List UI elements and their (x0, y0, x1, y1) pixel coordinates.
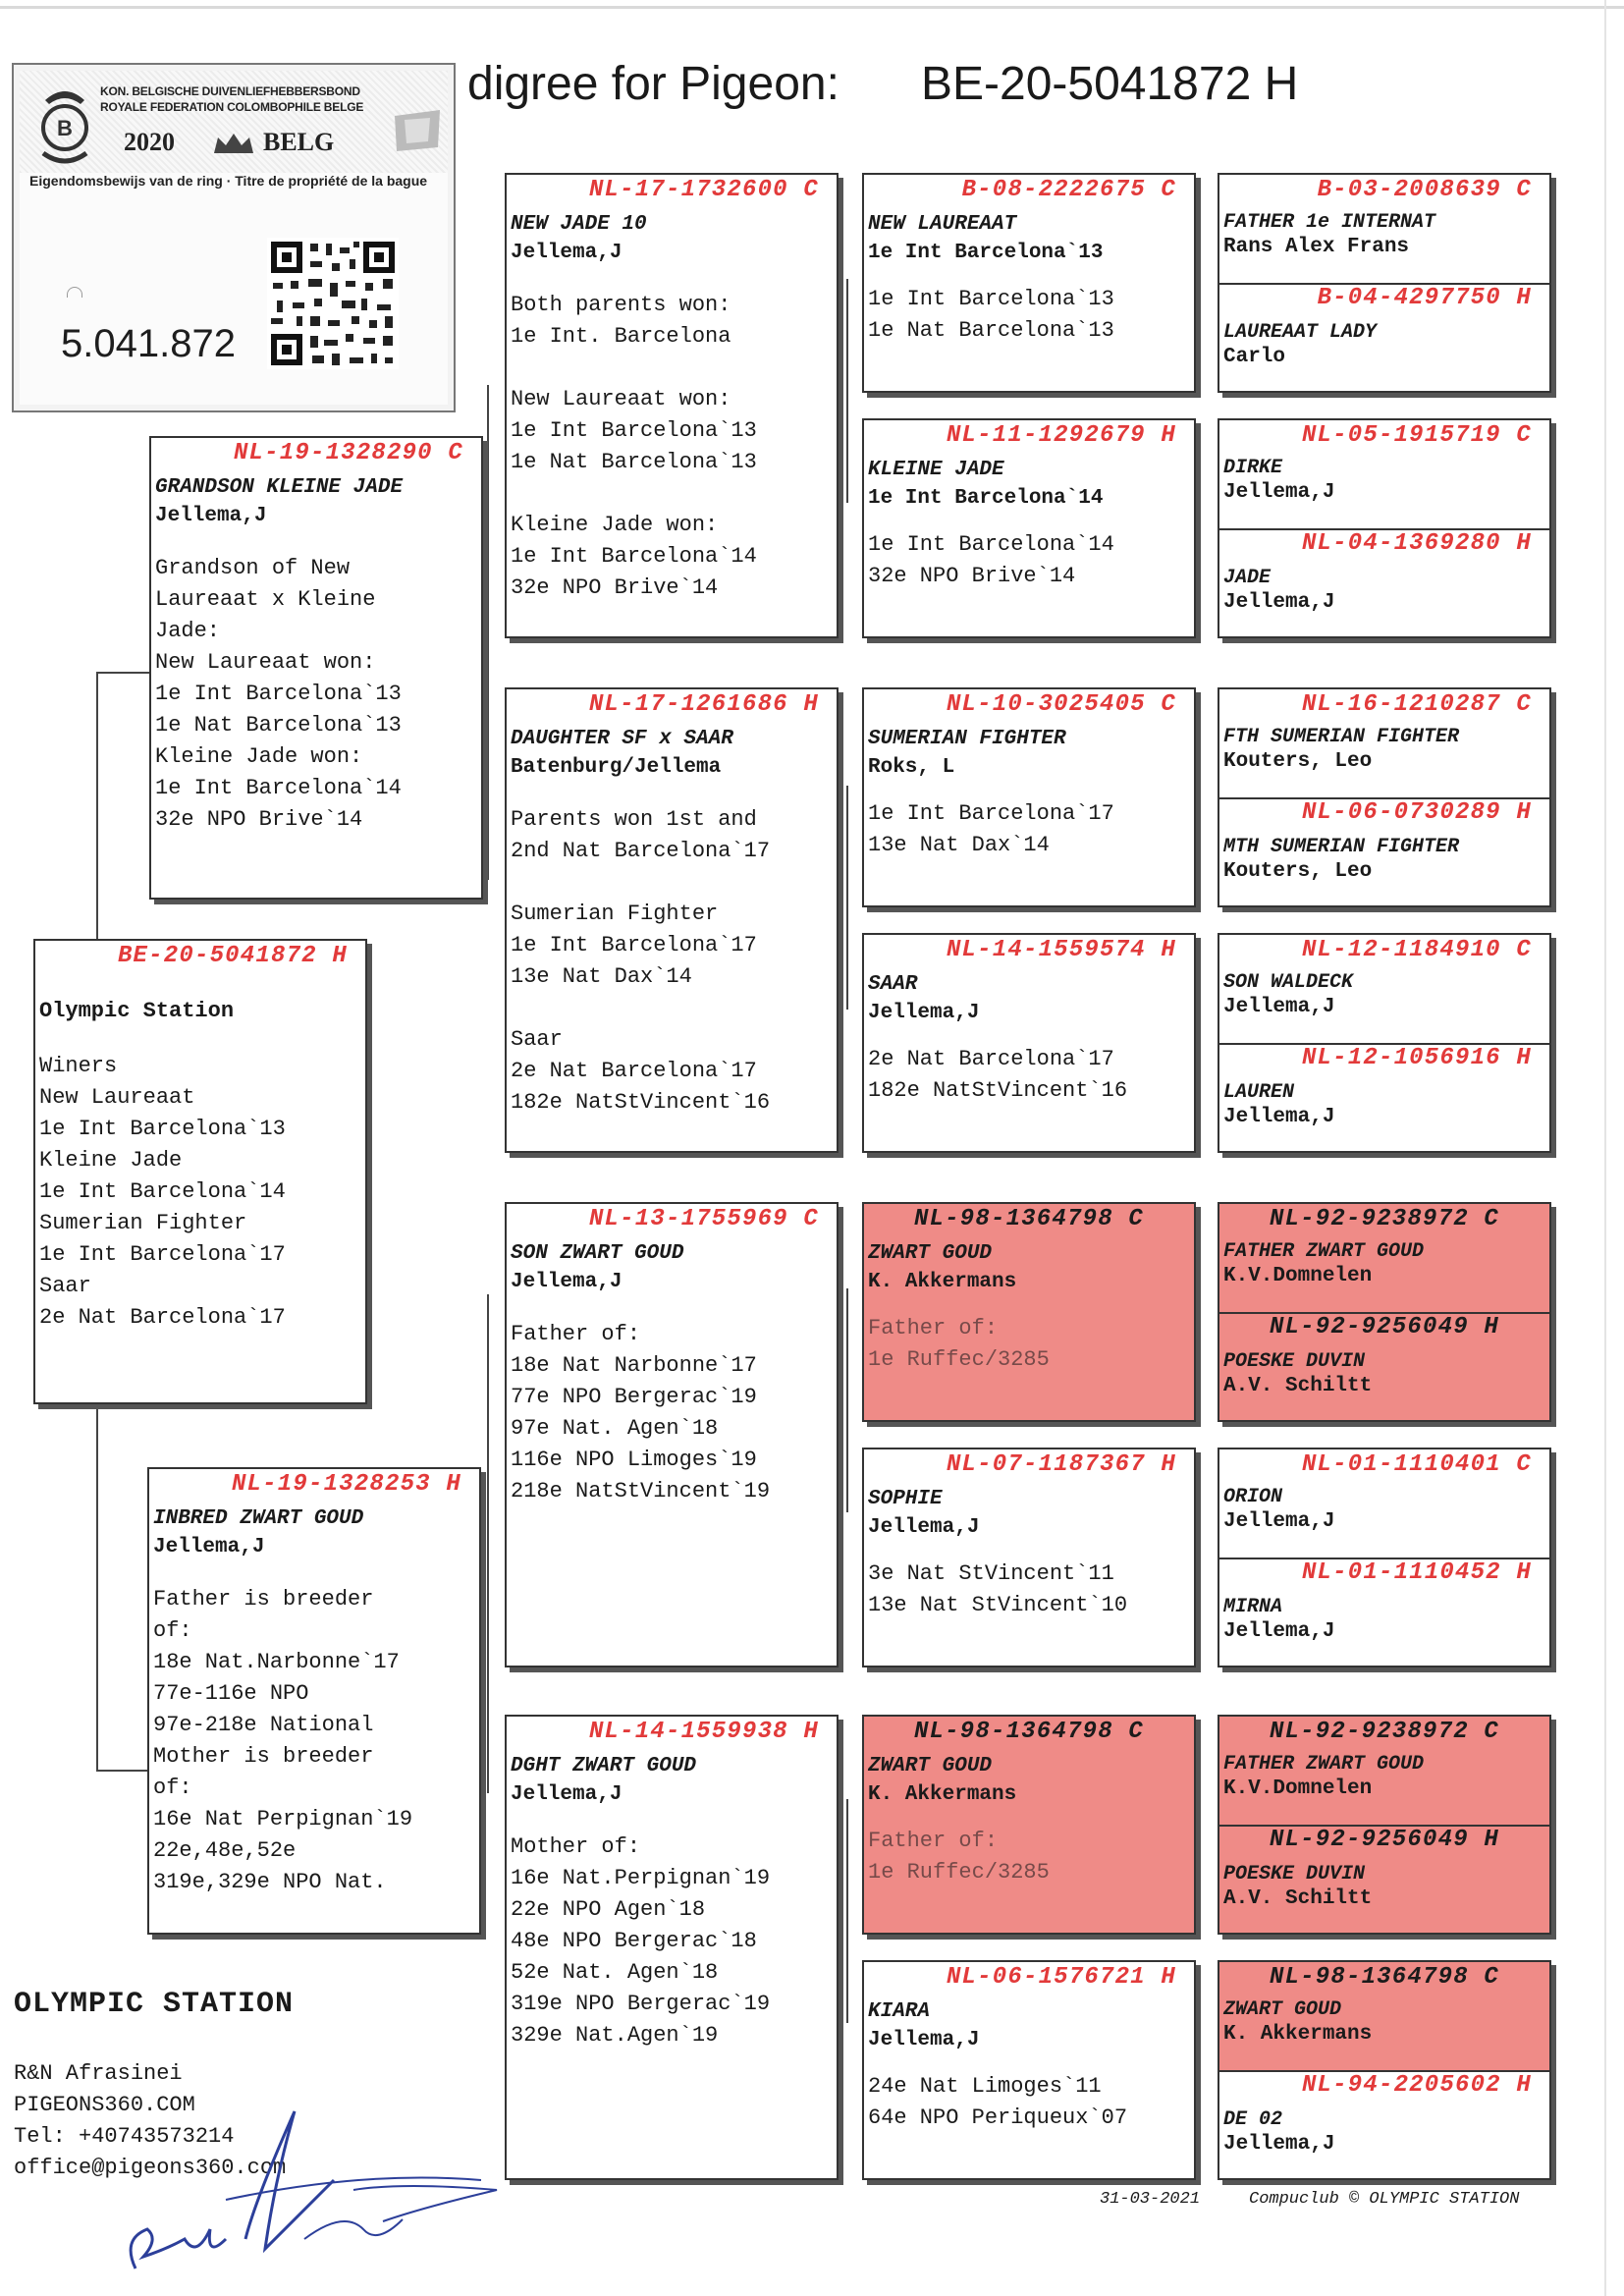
great-grandparent-ring: NL-11-1292679 H (946, 422, 1176, 449)
ancestor-name: DE 02 (1223, 2108, 1283, 2131)
software-credit: Compuclub © OLYMPIC STATION (1249, 2190, 1520, 2209)
grandparent-owner: Jellema,J (511, 242, 623, 264)
ancestor-name: ZWART GOUD (1223, 1998, 1342, 2021)
ancestor-ring: NL-92-9256049 H (1269, 1314, 1500, 1340)
dam-note: 18e Nat.Narbonne`17 (153, 1650, 400, 1674)
grandparent-ring: NL-14-1559938 H (588, 1719, 819, 1745)
sire-ring: NL-19-1328290 C (233, 440, 463, 466)
ancestor-owner: K.V.Domnelen (1223, 1777, 1373, 1800)
great-grandparent-name: SUMERIAN FIGHTER (868, 728, 1066, 750)
subject-note: 1e Int Barcelona`14 (39, 1179, 286, 1204)
contact-owner: R&N Afrasinei (14, 2061, 183, 2086)
subject-note: 1e Int Barcelona`17 (39, 1242, 286, 1267)
ring-mark (67, 287, 82, 298)
ancestor-sire[interactable] (1219, 1717, 1549, 1827)
ancestor-name: MTH SUMERIAN FIGHTER (1223, 836, 1460, 858)
ancestor-pair-box[interactable] (1218, 1960, 1551, 2180)
ancestor-dam[interactable] (1219, 283, 1549, 391)
federation-name-fr: ROYALE FEDERATION COLOMBOPHILE BELGE (100, 100, 364, 114)
great-grandparent-ring: NL-98-1364798 C (913, 1206, 1145, 1232)
sire-note: Laureaat x Kleine (155, 587, 376, 612)
dam-name: INBRED ZWART GOUD (153, 1507, 364, 1530)
great-grandparent-notes: 1e Int Barcelona`14 32e NPO Brive`14 (868, 532, 1114, 588)
great-grandparent-owner: K. Akkermans (868, 1271, 1017, 1293)
ring-country: BELG (263, 128, 335, 156)
subject-ring: BE-20-5041872 H (117, 943, 348, 969)
sire-name: GRANDSON KLEINE JADE (155, 476, 404, 499)
great-grandparent-owner: Roks, L (868, 756, 955, 779)
ancestor-name: MIRNA (1223, 1596, 1283, 1618)
dam-note: Mother is breeder (153, 1744, 374, 1769)
subject-note: Saar (39, 1274, 91, 1298)
ancestor-ring: NL-06-0730289 H (1301, 799, 1532, 826)
great-grandparent-name: NEW LAUREAAT (868, 213, 1017, 236)
connector-gen4-c (846, 1288, 848, 1512)
grandparent-owner: Jellema,J (511, 1271, 623, 1293)
ancestor-owner: Kouters, Leo (1223, 860, 1373, 883)
great-grandparent-name: SAAR (868, 973, 918, 996)
grandparent-ring: NL-13-1755969 C (588, 1206, 819, 1232)
subject-note: Winers (39, 1054, 118, 1078)
dam-ring: NL-19-1328253 H (231, 1471, 461, 1498)
ancestor-dam[interactable] (1219, 1558, 1549, 1666)
subject-note: Kleine Jade (39, 1148, 183, 1173)
subject-note: 1e Int Barcelona`13 (39, 1117, 286, 1141)
sire-note: 1e Int Barcelona`14 (155, 776, 402, 800)
contact-phone: Tel: +40743573214 (14, 2124, 235, 2149)
dam-owner: Jellema,J (153, 1536, 265, 1558)
sire-notes (151, 553, 481, 836)
ancestor-name: SON WALDECK (1223, 971, 1354, 994)
ring-certificate (12, 63, 456, 412)
ancestor-owner: Jellema,J (1223, 1620, 1335, 1643)
grandparent-notes: Mother of: 16e Nat.Perpignan`19 22e NPO Agen`18 48e NPO Bergerac`18 52e Nat. Agen`18 319e NPO Bergerac`19 329e Nat.Agen`19 (511, 1834, 771, 2048)
ancestor-owner: Jellema,J (1223, 996, 1335, 1018)
grandparent-box[interactable] (505, 173, 839, 638)
ancestor-sire[interactable] (1219, 1204, 1549, 1314)
great-grandparent-box[interactable] (862, 1448, 1196, 1667)
great-grandparent-notes: Father of: 1e Ruffec/3285 (868, 1316, 1050, 1372)
dam-note: 22e,48e,52e (153, 1838, 297, 1863)
ancestor-ring: NL-12-1056916 H (1301, 1045, 1532, 1071)
ancestor-pair-box[interactable] (1218, 418, 1551, 638)
sire-note: New Laureaat won: (155, 650, 376, 675)
ancestor-ring: NL-98-1364798 C (1269, 1964, 1500, 1991)
sire-note: Grandson of New (155, 556, 351, 580)
grandparent-ring: NL-17-1732600 C (588, 177, 819, 203)
kbdb-logo-letter: B (57, 116, 73, 140)
great-grandparent-owner: K. Akkermans (868, 1783, 1017, 1806)
contact-email: office@pigeons360.com (14, 2156, 287, 2180)
grandparent-name: NEW JADE 10 (511, 213, 647, 236)
great-grandparent-box[interactable] (862, 687, 1196, 907)
great-grandparent-notes: Father of: 1e Ruffec/3285 (868, 1829, 1050, 1885)
title-ring-number: BE-20-5041872 H (921, 58, 1299, 110)
flag-emblem-icon (391, 104, 444, 155)
ancestor-owner: Carlo (1223, 346, 1286, 368)
sire-note: 32e NPO Brive`14 (155, 807, 363, 832)
ancestor-dam[interactable] (1219, 528, 1549, 636)
connector-sire-parents (487, 385, 489, 880)
ancestor-owner: Jellema,J (1223, 591, 1335, 614)
ring-number: 5.041.872 (61, 322, 236, 365)
great-grandparent-name: KIARA (868, 2000, 931, 2023)
ancestor-owner: Kouters, Leo (1223, 750, 1373, 773)
ancestor-name: DIRKE (1223, 457, 1283, 479)
ancestor-owner: Jellema,J (1223, 1106, 1335, 1128)
grandparent-name: DAUGHTER SF x SAAR (511, 728, 733, 750)
ancestor-name: FATHER 1e INTERNAT (1223, 211, 1436, 234)
great-grandparent-owner: 1e Int Barcelona`14 (868, 487, 1104, 510)
ancestor-sire[interactable] (1219, 935, 1549, 1045)
ancestor-name: LAUREN (1223, 1081, 1295, 1104)
dam-note: of: (153, 1618, 192, 1643)
ancestor-dam[interactable] (1219, 1312, 1549, 1420)
loft-name: OLYMPIC STATION (14, 1988, 295, 2021)
ancestor-ring: NL-01-1110401 C (1301, 1451, 1532, 1478)
great-grandparent-ring: NL-10-3025405 C (946, 691, 1176, 718)
handwritten-signature-icon (108, 2092, 520, 2288)
subject-note: Sumerian Fighter (39, 1211, 247, 1235)
ancestor-dam[interactable] (1219, 797, 1549, 905)
ancestor-dam[interactable] (1219, 2070, 1549, 2178)
ancestor-sire[interactable] (1219, 689, 1549, 799)
great-grandparent-ring: B-08-2222675 C (961, 177, 1176, 203)
great-grandparent-notes: 24e Nat Limoges`11 64e NPO Periqueux`07 (868, 2074, 1128, 2130)
grandparent-name: DGHT ZWART GOUD (511, 1755, 697, 1777)
great-grandparent-notes: 3e Nat StVincent`11 13e Nat StVincent`10 (868, 1561, 1128, 1617)
dam-note: 319e,329e NPO Nat. (153, 1870, 387, 1894)
subject-note: New Laureaat (39, 1085, 195, 1110)
ownership-caption: Eigendomsbewijs van de ring · Titre de propriété de la bague (29, 173, 428, 189)
ancestor-ring: NL-12-1184910 C (1301, 937, 1532, 963)
dam-note: 16e Nat Perpignan`19 (153, 1807, 413, 1831)
grandparent-ring: NL-17-1261686 H (588, 691, 819, 718)
ancestor-pair-box[interactable] (1218, 933, 1551, 1153)
ancestor-ring: NL-94-2205602 H (1301, 2072, 1532, 2099)
ancestor-pair-box[interactable] (1218, 173, 1551, 393)
grandparent-name: SON ZWART GOUD (511, 1242, 684, 1265)
grandparent-box[interactable] (505, 687, 839, 1153)
great-grandparent-notes: 2e Nat Barcelona`17 182e NatStVincent`16 (868, 1047, 1128, 1103)
contact-website: PIGEONS360.COM (14, 2093, 195, 2117)
great-grandparent-box-highlighted[interactable] (862, 1715, 1196, 1935)
page-title: digree for Pigeon: (467, 58, 839, 110)
ancestor-dam[interactable] (1219, 1043, 1549, 1151)
grandparent-notes: Both parents won: 1e Int. Barcelona New Laureaat won: 1e Int Barcelona`13 1e Nat Barcelona`13 Kleine Jade won: 1e Int Barcelona`14 32e NPO Brive`14 (511, 293, 757, 600)
ancestor-sire-highlighted[interactable] (1219, 1962, 1549, 2072)
sire-owner: Jellema,J (155, 505, 267, 527)
ancestor-sire[interactable] (1219, 1449, 1549, 1559)
ancestor-name: FATHER ZWART GOUD (1223, 1753, 1425, 1776)
dam-note: of: (153, 1776, 192, 1800)
sire-note: Kleine Jade won: (155, 744, 363, 769)
connector-dam-parents (487, 1294, 489, 1793)
great-grandparent-name: KLEINE JADE (868, 459, 1004, 481)
ancestor-owner: K.V.Domnelen (1223, 1265, 1373, 1287)
great-grandparent-box[interactable] (862, 1960, 1196, 2180)
great-grandparent-owner: Jellema,J (868, 1002, 980, 1024)
subject-name: Olympic Station (39, 999, 235, 1023)
ring-year: 2020 (124, 128, 175, 156)
great-grandparent-owner: Jellema,J (868, 1516, 980, 1539)
ancestor-owner: Jellema,J (1223, 481, 1335, 504)
grandparent-box[interactable] (505, 1715, 839, 2180)
dam-note: 77e-116e NPO (153, 1681, 309, 1706)
crown-icon (212, 132, 255, 157)
ancestor-pair-box-highlighted[interactable] (1218, 1202, 1551, 1422)
ancestor-ring: B-04-4297750 H (1317, 285, 1532, 311)
connector-sire (96, 672, 149, 674)
grandparent-notes: Father of: 18e Nat Narbonne`17 77e NPO Bergerac`19 97e Nat. Agen`18 116e NPO Limoges`19 218e NatStVincent`19 (511, 1322, 771, 1503)
ancestor-name: LAUREAAT LADY (1223, 321, 1378, 344)
great-grandparent-name: ZWART GOUD (868, 1755, 993, 1777)
dam-note: Father is breeder (153, 1587, 374, 1612)
ancestor-name: POESKE DUVIN (1223, 1863, 1366, 1886)
grandparent-notes: Parents won 1st and 2nd Nat Barcelona`17 Sumerian Fighter 1e Int Barcelona`17 13e Nat Dax`14 Saar 2e Nat Barcelona`17 182e NatStVincent`16 (511, 807, 771, 1115)
ancestor-owner: Rans Alex Frans (1223, 236, 1410, 258)
ancestor-sire[interactable] (1219, 420, 1549, 530)
ancestor-ring: NL-92-9238972 C (1269, 1719, 1500, 1745)
ancestor-ring: NL-05-1915719 C (1301, 422, 1532, 449)
great-grandparent-ring: NL-98-1364798 C (913, 1719, 1145, 1745)
great-grandparent-box[interactable] (862, 933, 1196, 1153)
grandparent-owner: Batenburg/Jellema (511, 756, 722, 779)
ancestor-owner: K. Akkermans (1223, 2023, 1373, 2046)
ancestor-pair-box-highlighted[interactable] (1218, 1715, 1551, 1935)
great-grandparent-notes: 1e Int Barcelona`13 1e Nat Barcelona`13 (868, 287, 1114, 343)
kbdb-logo-icon (35, 79, 94, 167)
great-grandparent-box[interactable] (862, 173, 1196, 393)
federation-name-nl: KON. BELGISCHE DUIVENLIEFHEBBERSBOND (100, 84, 360, 98)
sire-note: 1e Nat Barcelona`13 (155, 713, 402, 738)
grandparent-owner: Jellema,J (511, 1783, 623, 1806)
great-grandparent-box-highlighted[interactable] (862, 1202, 1196, 1422)
ancestor-ring: NL-16-1210287 C (1301, 691, 1532, 718)
ring-certificate-header (20, 71, 448, 189)
ancestor-pair-box[interactable] (1218, 687, 1551, 907)
ancestor-name: POESKE DUVIN (1223, 1350, 1366, 1373)
great-grandparent-owner: 1e Int Barcelona`13 (868, 242, 1104, 264)
ancestor-owner: Jellema,J (1223, 1510, 1335, 1533)
dam-note: 97e-218e National (153, 1713, 374, 1737)
great-grandparent-name: SOPHIE (868, 1488, 943, 1510)
connector-gen4-a (846, 279, 848, 503)
great-grandparent-ring: NL-07-1187367 H (946, 1451, 1176, 1478)
connector-gen4-b (846, 786, 848, 1010)
ancestor-ring: NL-92-9238972 C (1269, 1206, 1500, 1232)
great-grandparent-ring: NL-06-1576721 H (946, 1964, 1176, 1991)
ancestor-pair-box[interactable] (1218, 1448, 1551, 1667)
ancestor-sire[interactable] (1219, 175, 1549, 285)
sire-box[interactable] (149, 436, 483, 900)
ancestor-name: FATHER ZWART GOUD (1223, 1240, 1425, 1263)
connector-dam (96, 1770, 149, 1772)
dam-notes (149, 1584, 479, 1898)
great-grandparent-ring: NL-14-1559574 H (946, 937, 1176, 963)
great-grandparent-notes: 1e Int Barcelona`17 13e Nat Dax`14 (868, 801, 1114, 857)
ancestor-name: JADE (1223, 567, 1272, 589)
connector-gen4-d (846, 1799, 848, 2023)
ancestor-ring: B-03-2008639 C (1317, 177, 1532, 203)
subject-pigeon-box[interactable] (33, 939, 367, 1404)
subject-note: 2e Nat Barcelona`17 (39, 1305, 286, 1330)
great-grandparent-owner: Jellema,J (868, 2029, 980, 2051)
ancestor-name: FTH SUMERIAN FIGHTER (1223, 726, 1460, 748)
ancestor-name: ORION (1223, 1486, 1283, 1508)
qr-code-icon (267, 238, 399, 369)
print-date: 31-03-2021 (1100, 2190, 1201, 2209)
ancestor-owner: A.V. Schiltt (1223, 1375, 1373, 1397)
ancestor-owner: A.V. Schiltt (1223, 1887, 1373, 1910)
scan-edge-top (0, 6, 1624, 9)
dam-box[interactable] (147, 1467, 481, 1935)
grandparent-box[interactable] (505, 1202, 839, 1667)
ancestor-ring: NL-92-9256049 H (1269, 1827, 1500, 1853)
subject-notes (35, 1051, 365, 1334)
scan-edge-right (1604, 0, 1606, 2296)
great-grandparent-box[interactable] (862, 418, 1196, 638)
ancestor-ring: NL-04-1369280 H (1301, 530, 1532, 557)
great-grandparent-name: ZWART GOUD (868, 1242, 993, 1265)
ancestor-owner: Jellema,J (1223, 2133, 1335, 2156)
sire-note: 1e Int Barcelona`13 (155, 682, 402, 706)
ancestor-dam[interactable] (1219, 1825, 1549, 1933)
ancestor-ring: NL-01-1110452 H (1301, 1559, 1532, 1586)
sire-note: Jade: (155, 619, 221, 643)
